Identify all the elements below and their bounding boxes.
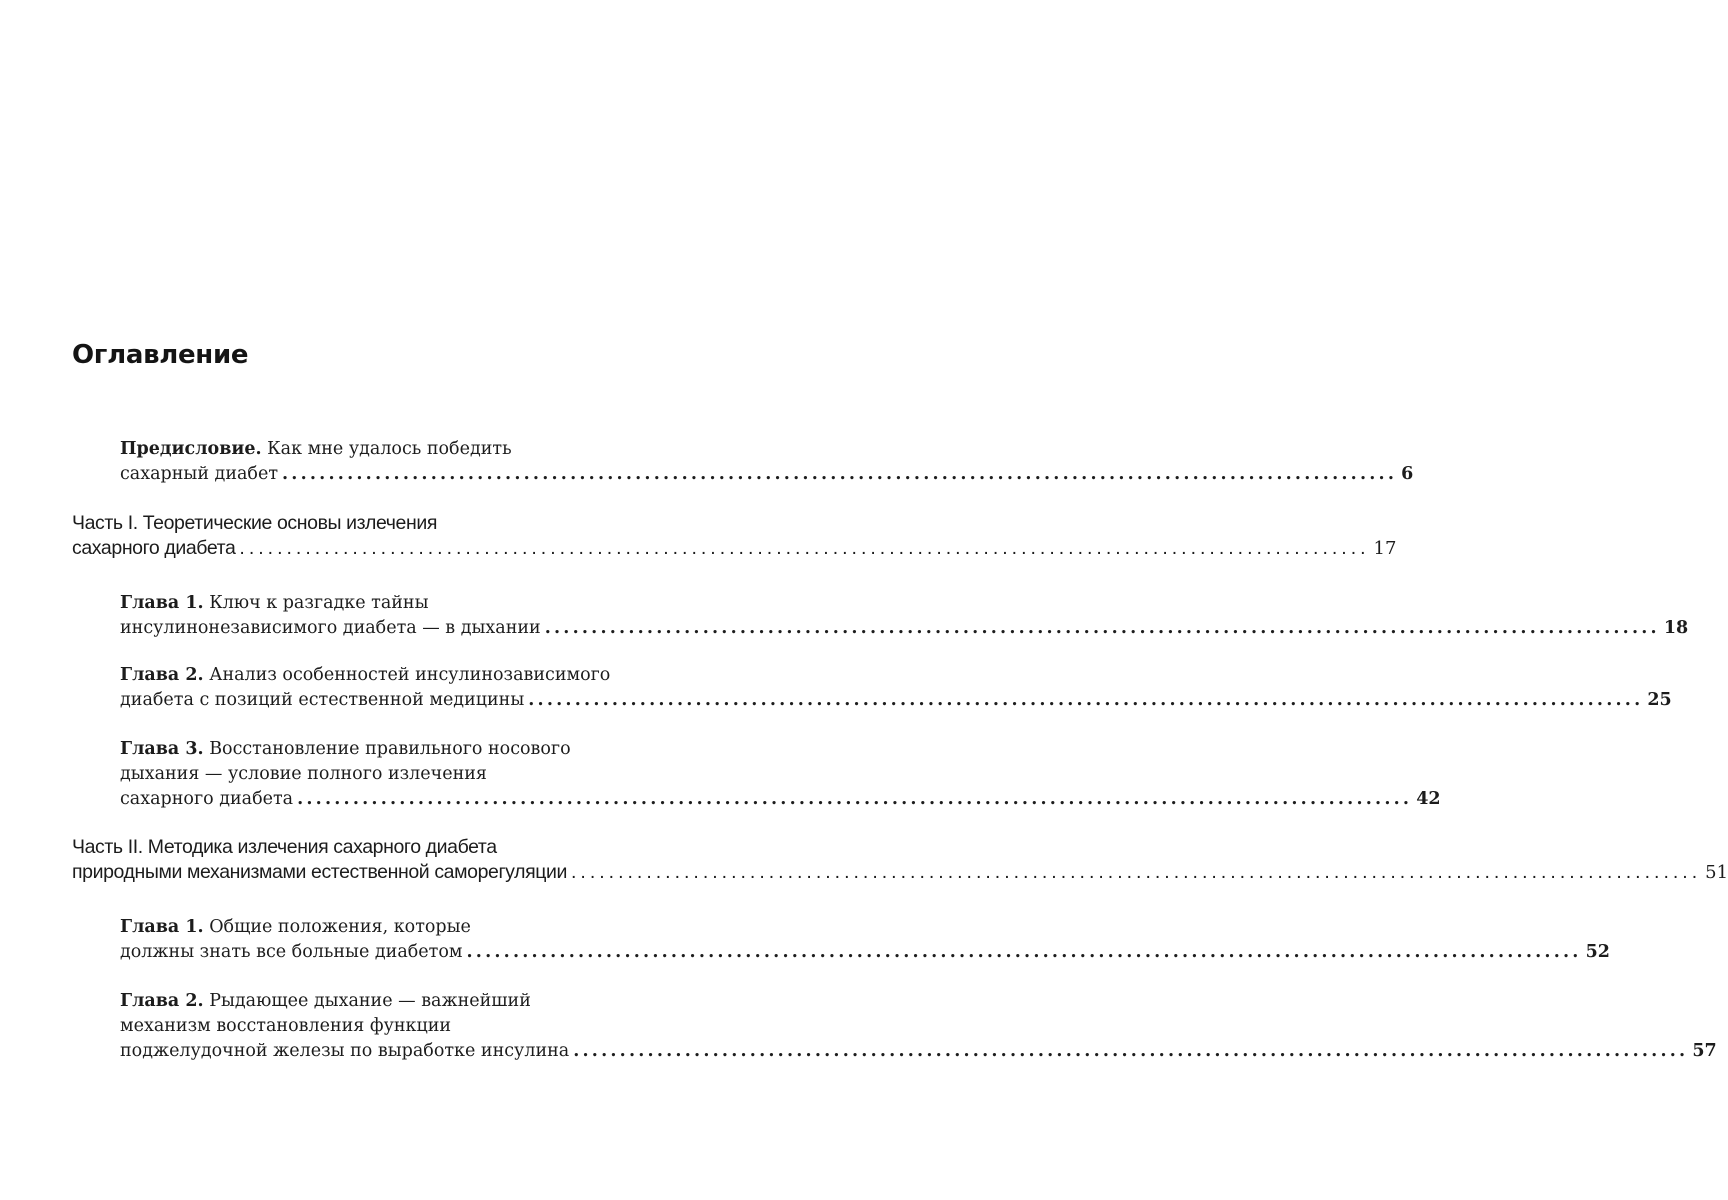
entry-title-start: Рыдающее дыхание — важнейший [203, 991, 531, 1011]
entry-title-end: сахарного диабета [120, 789, 294, 809]
entry-line [120, 915, 677, 940]
dot-leader: ........................................................................................................................ [466, 942, 1582, 962]
entry-line [120, 989, 677, 1014]
entry-label: Глава 2. [120, 665, 204, 685]
entry-line [120, 737, 677, 762]
entry-last-line [120, 688, 1672, 713]
entry-title-start: Анализ особенностей инсулинозависимого [203, 665, 611, 685]
part-title-end: природными механизмами естественной саморегуляции [72, 861, 567, 883]
entry-label: Глава 2. [120, 991, 204, 1011]
dot-leader: ........................................................................................................................ [297, 789, 1413, 809]
entry-last-line [120, 787, 1441, 812]
dot-leader: ........................................................................................................................ [239, 537, 1370, 559]
part-title-start: Часть II. Методика излечения сахарного диабета [72, 836, 497, 858]
entry-title-start: Восстановление правильного носового [203, 739, 571, 759]
entry-last-line [72, 860, 1728, 885]
entry-label: Предисловие. [120, 439, 262, 459]
dot-leader: ........................................................................................................................ [282, 464, 1398, 484]
toc-entry-part1-chapter-2[interactable] [120, 663, 1672, 713]
entry-label: Глава 1. [120, 917, 204, 937]
page-number: 57 [1692, 1041, 1717, 1061]
page-number: 25 [1647, 690, 1672, 710]
part-title-start: Часть I. Теоретические основы излечения [72, 512, 437, 534]
page-number: 17 [1373, 538, 1397, 559]
entry-line [120, 437, 677, 462]
entry-last-line [120, 462, 1414, 487]
toc-entry-part1-chapter-3[interactable] [120, 737, 1441, 812]
entry-title-start: Ключ к разгадке тайны [203, 593, 429, 613]
entry-line [120, 663, 677, 688]
toc-entry-part2-chapter-2[interactable] [120, 989, 1717, 1064]
entry-label: Глава 3. [120, 739, 204, 759]
entry-last-line [120, 616, 1689, 641]
part-title-end: сахарного диабета [72, 537, 236, 559]
entry-last-line [120, 940, 1610, 965]
toc-entry-part-1[interactable] [72, 511, 1397, 561]
entry-title-end: поджелудочной железы по выработке инсулина [120, 1041, 570, 1061]
page-number: 42 [1416, 789, 1441, 809]
page-number: 18 [1663, 618, 1689, 638]
toc-title: Оглавление [72, 340, 249, 370]
page-number: 6 [1401, 464, 1414, 484]
entry-last-line [72, 536, 1397, 561]
page-number: 51 [1705, 862, 1728, 883]
entry-title-end: должны знать все больные диабетом [120, 942, 463, 962]
entry-title-end: сахарный диабет [120, 464, 279, 484]
entry-title-start: Как мне удалось победить [261, 439, 512, 459]
entry-line [120, 591, 677, 616]
toc-entry-part2-chapter-1[interactable] [120, 915, 1610, 965]
entry-title-middle: механизм восстановления функции [120, 1016, 452, 1036]
entry-title-end: диабета с позиций естественной медицины [120, 690, 525, 710]
entry-title-start: Общие положения, которые [203, 917, 471, 937]
entry-title-middle: дыхания — условие полного излечения [120, 764, 487, 784]
entry-last-line [120, 1039, 1717, 1064]
page-number: 52 [1585, 942, 1610, 962]
dot-leader: ........................................................................................................................ [544, 618, 1660, 638]
dot-leader: ........................................................................................................................ [573, 1041, 1689, 1061]
toc-entry-part-2[interactable] [72, 835, 1728, 885]
dot-leader: ........................................................................................................................ [570, 861, 1702, 883]
toc-entry-part1-chapter-1[interactable] [120, 591, 1689, 641]
toc-entry-preface[interactable] [120, 437, 1414, 487]
entry-label: Глава 1. [120, 593, 204, 613]
dot-leader: ........................................................................................................................ [528, 690, 1644, 710]
entry-title-end: инсулинонезависимого диабета — в дыхании [120, 618, 541, 638]
